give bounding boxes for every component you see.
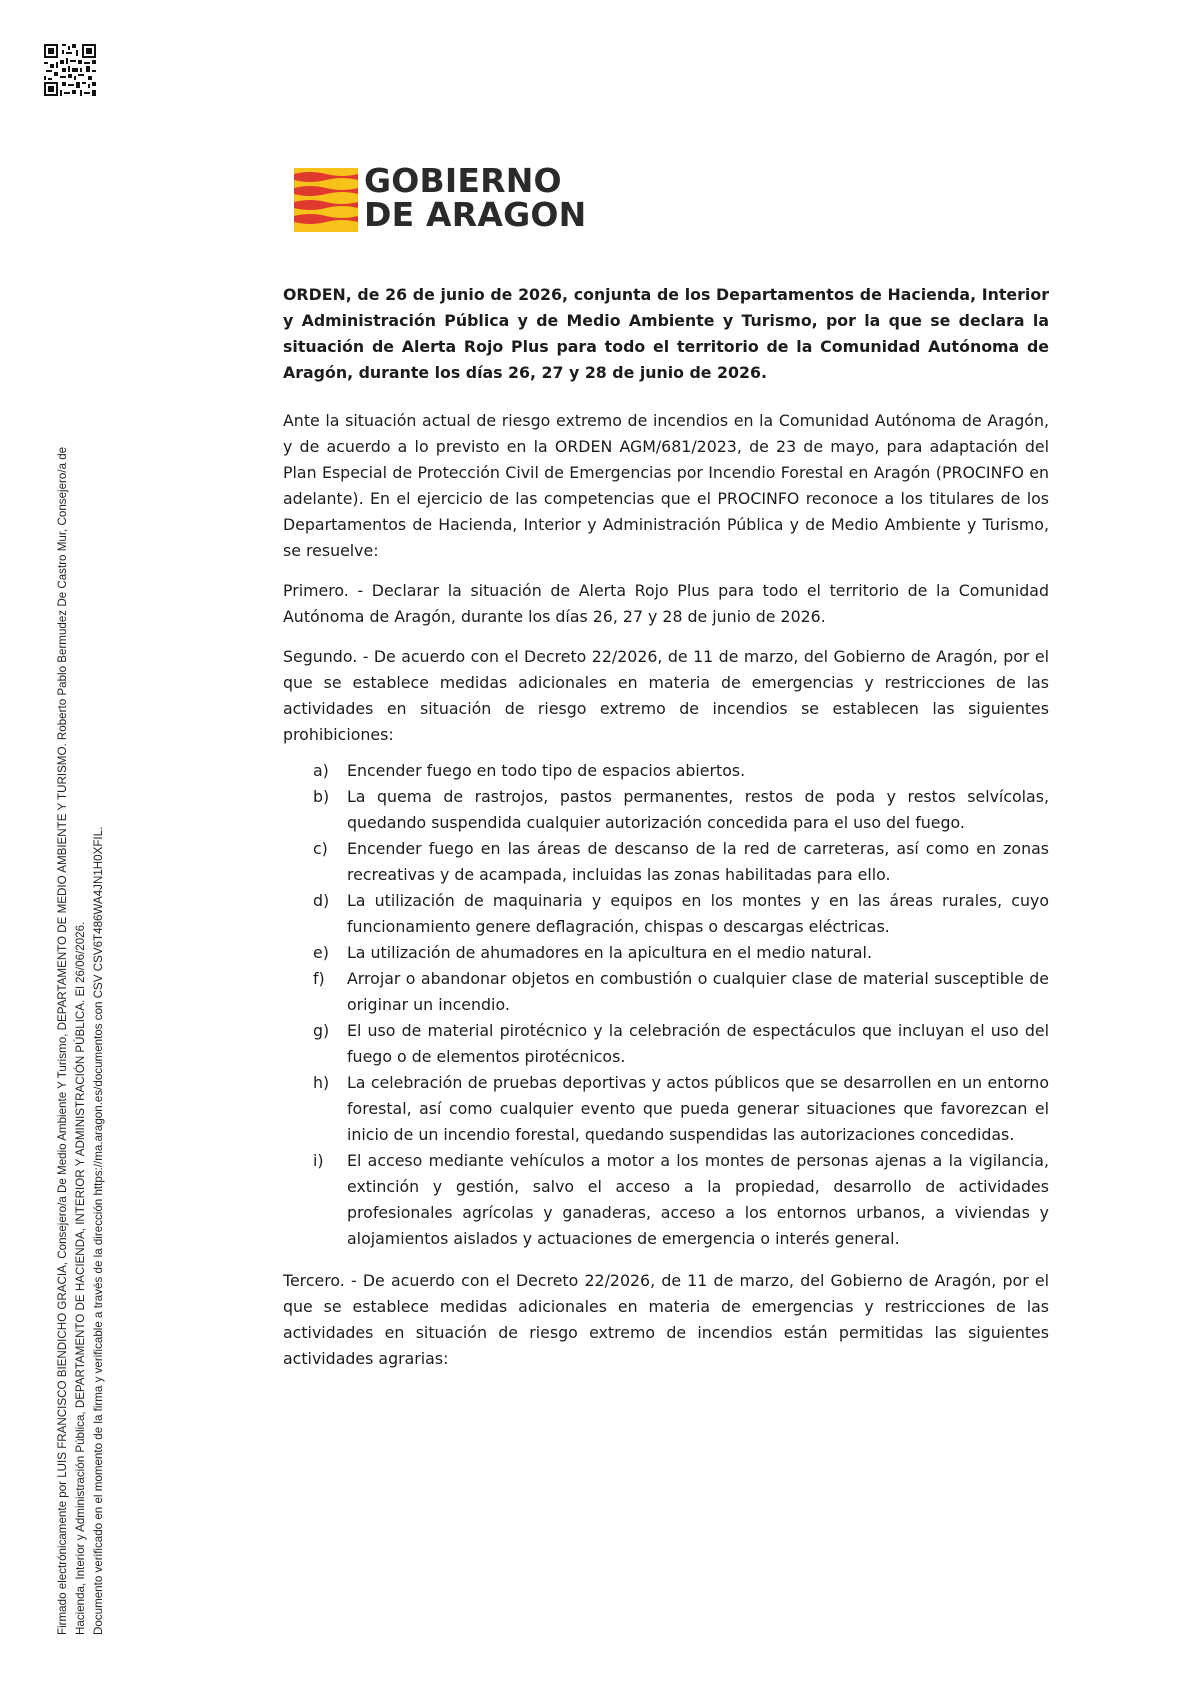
signature-line-3: Documento verificado en el momento de la firma y verificable a través de la dirección https://ma.aragon.es/documentos con CSV CSV6T486WA4JN1H0XFIL. xyxy=(92,826,105,1635)
signature-line-2: Hacienda, Interior y Administración Pública, DEPARTAMENTO DE HACIENDA, INTERIOR Y ADMINISTRACIÓN PÚBLICA. El 26/06/2026. xyxy=(74,921,87,1635)
list-item-label: e) xyxy=(313,943,329,962)
list-item-text: Arrojar o abandonar objetos en combustión o cualquier clase de material susceptible de originar un incendio. xyxy=(347,969,1049,1014)
list-item xyxy=(283,758,1049,784)
prohibitions-list xyxy=(283,758,1049,1252)
list-item xyxy=(283,1018,1049,1070)
list-item-text: Encender fuego en las áreas de descanso de la red de carreteras, así como en zonas recreativas y de acampada, incluidas las zonas habilitadas para ello. xyxy=(347,839,1049,884)
list-item-label: i) xyxy=(313,1151,324,1170)
logo-wordmark xyxy=(364,161,587,234)
logo-line-1: GOBIERNO xyxy=(364,161,562,200)
list-item-text: La utilización de maquinaria y equipos en los montes y en las áreas rurales, cuyo funcionamiento genere deflagración, chispas o descargas eléctricas. xyxy=(347,891,1049,936)
logo-line-2: DE ARAGON xyxy=(364,195,587,234)
list-item-text: El uso de material pirotécnico y la celebración de espectáculos que incluyan el uso del fuego o de elementos pirotécnicos. xyxy=(347,1021,1049,1066)
segundo-paragraph: Segundo. - De acuerdo con el Decreto 22/2026, de 11 de marzo, del Gobierno de Aragón, por el que se establece medidas adicionales en materia de emergencias y restricciones de las actividades en situación de riesgo extremo de incendios se establecen las siguientes prohibiciones: xyxy=(283,647,1049,744)
list-item xyxy=(283,836,1049,888)
list-item-text: La quema de rastrojos, pastos permanentes, restos de poda y restos selvícolas, quedando suspendida cualquier autorización concedida para el uso del fuego. xyxy=(347,787,1049,832)
list-item-label: g) xyxy=(313,1021,330,1040)
list-item-label: c) xyxy=(313,839,328,858)
tercero-paragraph: Tercero. - De acuerdo con el Decreto 22/2026, de 11 de marzo, del Gobierno de Aragón, por el que se establece medidas adicionales en materia de emergencias y restricciones de las actividades en situación de riesgo extremo de incendios están permitidas las siguientes actividades agrarias: xyxy=(283,1271,1049,1368)
list-item-text: El acceso mediante vehículos a motor a los montes de personas ajenas a la vigilancia, extinción y gestión, salvo el acceso a la propiedad, desarrollo de actividades profesionales agrícolas y ganaderas, acceso a los entornos urbanos, a viviendas y alojamientos aislados y actuaciones de emergencia o interés general. xyxy=(347,1151,1049,1248)
list-item xyxy=(283,1070,1049,1148)
list-item xyxy=(283,784,1049,836)
list-item xyxy=(283,966,1049,1018)
list-item-label: d) xyxy=(313,891,330,910)
list-item-label: h) xyxy=(313,1073,330,1092)
primero-paragraph: Primero. - Declarar la situación de Alerta Rojo Plus para todo el territorio de la Comunidad Autónoma de Aragón, durante los días 26, 27 y 28 de junio de 2026. xyxy=(283,581,1049,626)
list-item xyxy=(283,888,1049,940)
list-item-label: f) xyxy=(313,969,325,988)
list-item-text: La celebración de pruebas deportivas y actos públicos que se desarrollen en un entorno forestal, así como cualquier evento que pueda generar situaciones que favorezcan el inicio de un incendio forestal, quedando suspendidas las autorizaciones concedidas. xyxy=(347,1073,1049,1144)
aragon-flag-icon xyxy=(294,168,358,232)
signature-line-1: Firmado electrónicamente por LUIS FRANCISCO BIENDICHO GRACIA, Consejero/a De Medio Ambiente Y Turismo, DEPARTAMENTO DE MEDIO AMBIENTE Y TURISMO. Roberto Pablo Bermudez De Castro Mur, Consejero/a de xyxy=(56,446,69,1635)
gobierno-de-aragon-logo xyxy=(294,161,614,238)
document-title: ORDEN, de 26 de junio de 2026, conjunta de los Departamentos de Hacienda, Interior y Administración Pública y de Medio Ambiente y Turismo, por la que se declara la situación de Alerta Rojo Plus para todo el territorio de la Comunidad Autónoma de Aragón, durante los días 26, 27 y 28 de junio de 2026. xyxy=(283,285,1049,382)
list-item-label: b) xyxy=(313,787,330,806)
list-item-text: La utilización de ahumadores en la apicultura en el medio natural. xyxy=(347,943,872,962)
list-item xyxy=(283,940,1049,966)
qr-code-icon xyxy=(44,44,96,96)
list-item-label: a) xyxy=(313,761,329,780)
document-body xyxy=(283,282,1049,1386)
electronic-signature-band xyxy=(54,195,108,1635)
list-item xyxy=(283,1148,1049,1252)
list-item-text: Encender fuego en todo tipo de espacios abiertos. xyxy=(347,761,746,780)
intro-paragraph: Ante la situación actual de riesgo extremo de incendios en la Comunidad Autónoma de Aragón, y de acuerdo a lo previsto en la ORDEN AGM/681/2023, de 23 de mayo, para adaptación del Plan Especial de Protección Civil de Emergencias por Incendio Forestal en Aragón (PROCINFO en adelante). En el ejercicio de las competencias que el PROCINFO reconoce a los titulares de los Departamentos de Hacienda, Interior y Administración Pública y de Medio Ambiente y Turismo, se resuelve: xyxy=(283,411,1049,560)
